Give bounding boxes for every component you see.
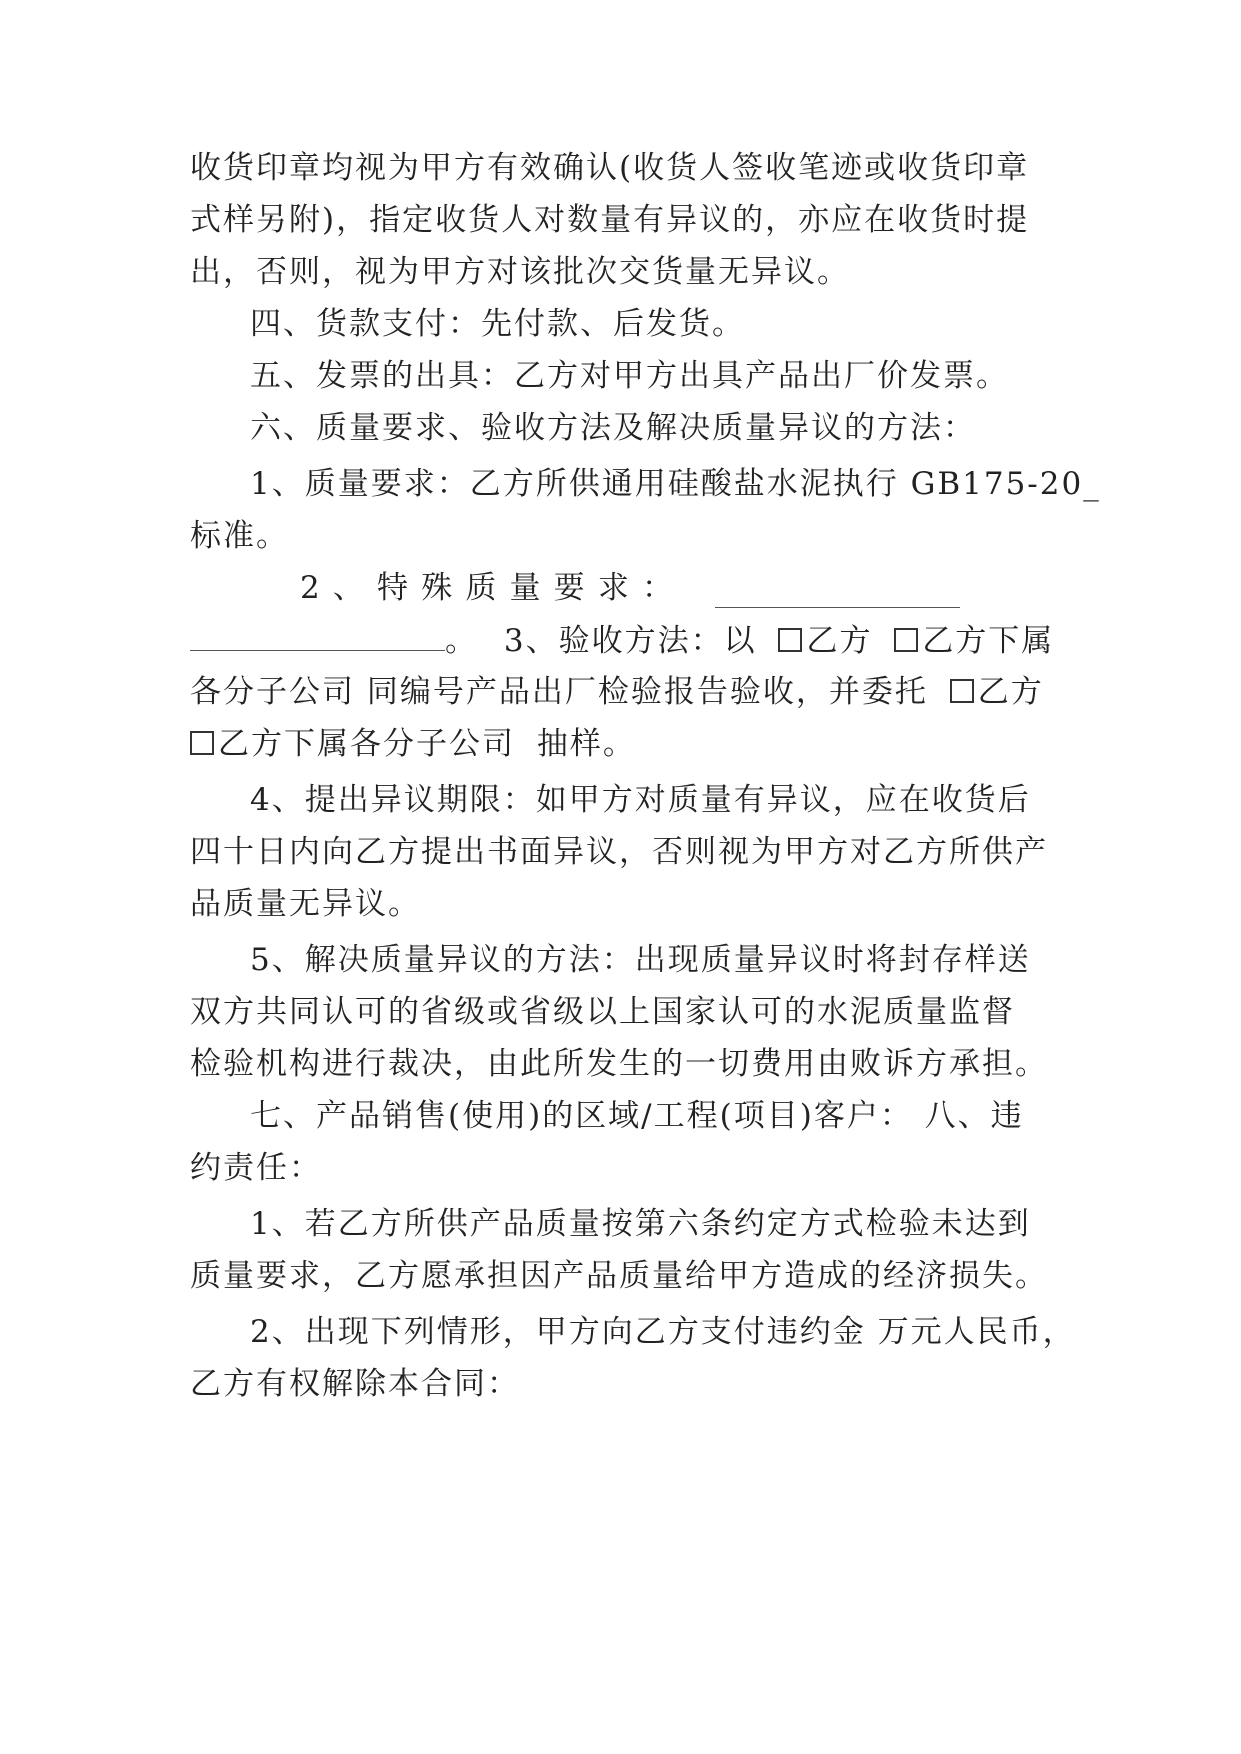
text-line: 四十日内向乙方提出书面异议，否则视为甲方对乙方所供产 [190, 834, 1048, 870]
text-line: 式样另附)，指定收货人对数量有异议的，亦应在收货时提 [190, 202, 1030, 238]
spread-char: 求 [597, 570, 631, 606]
section-4-payment: 四、货款支付：先付款、后发货。 [250, 306, 745, 342]
section-5-invoice: 五、发票的出具：乙方对甲方出具产品出厂价发票。 [250, 358, 1009, 394]
liability-2-line: 2、出现下列情形，甲方向乙方支付违约金 万元人民币， [250, 1314, 1076, 1350]
checkbox-supplier[interactable] [778, 628, 802, 652]
spread-char: ： [641, 570, 675, 606]
section-7-8-line: 七、产品销售(使用)的区域/工程(项目)客户： 八、违 [250, 1098, 1024, 1134]
acceptance-line-2 [190, 672, 1070, 712]
end-mark: 。 [445, 623, 478, 659]
text-line: 约责任： [190, 1150, 322, 1186]
special-quality-label [300, 568, 675, 608]
text-line: 质量要求，乙方愿承担因产品质量给甲方造成的经济损失。 [190, 1258, 1048, 1294]
text-line: 收货印章均视为甲方有效确认(收货人签收笔迹或收货印章 [190, 150, 1030, 186]
liability-1-line: 1、若乙方所供产品质量按第六条约定方式检验未达到 [250, 1206, 1031, 1242]
acceptance-text: 抽样。 [536, 726, 636, 762]
spread-char: 量 [509, 570, 543, 606]
special-quality-line [300, 568, 1070, 608]
option-label: 乙方下属 [922, 623, 1055, 659]
acceptance-line-1 [190, 620, 1070, 660]
acceptance-text: 各分子公司 同编号产品出厂检验报告验收，并委托 [190, 674, 928, 710]
objection-period-line: 4、提出异议期限：如甲方对质量有异议，应在收货后 [250, 782, 1031, 818]
checkbox-sampling-subsidiary[interactable] [190, 731, 214, 755]
text-line: 品质量无异议。 [190, 886, 421, 922]
quality-requirement-line: 1、质量要求：乙方所供通用硅酸盐水泥执行 GB175-20_ [250, 466, 1101, 502]
checkbox-supplier-subsidiary[interactable] [894, 628, 918, 652]
text-line: 出，否则，视为甲方对该批次交货量无异议。 [190, 254, 850, 290]
spread-char: 特 [377, 570, 411, 606]
checkbox-sampling-supplier[interactable] [950, 679, 974, 703]
acceptance-label: 3、验收方法：以 [503, 623, 757, 659]
text-line: 检验机构进行裁决，由此所发生的一切费用由败诉方承担。 [190, 1046, 1048, 1082]
spread-char: 2 [300, 570, 322, 606]
option-label: 乙方下属各分子公司 [218, 726, 515, 762]
acceptance-line-3 [190, 724, 1070, 764]
special-quality-blank [715, 577, 960, 608]
text-line: 乙方有权解除本合同： [190, 1366, 520, 1402]
spread-char: 要 [553, 570, 587, 606]
spread-char: 殊 [421, 570, 455, 606]
spread-char: 质 [465, 570, 499, 606]
special-quality-blank-continued [190, 620, 445, 651]
section-6-heading: 六、质量要求、验收方法及解决质量异议的方法： [250, 410, 976, 446]
dispute-method-line: 5、解决质量异议的方法：出现质量异议时将封存样送 [250, 942, 1031, 978]
text-line: 双方共同认可的省级或省级以上国家认可的水泥质量监督 [190, 994, 1015, 1030]
spread-char: 、 [332, 570, 366, 606]
option-label: 乙方 [977, 674, 1044, 710]
text-line: 标准。 [190, 518, 289, 554]
option-label: 乙方 [806, 623, 873, 659]
